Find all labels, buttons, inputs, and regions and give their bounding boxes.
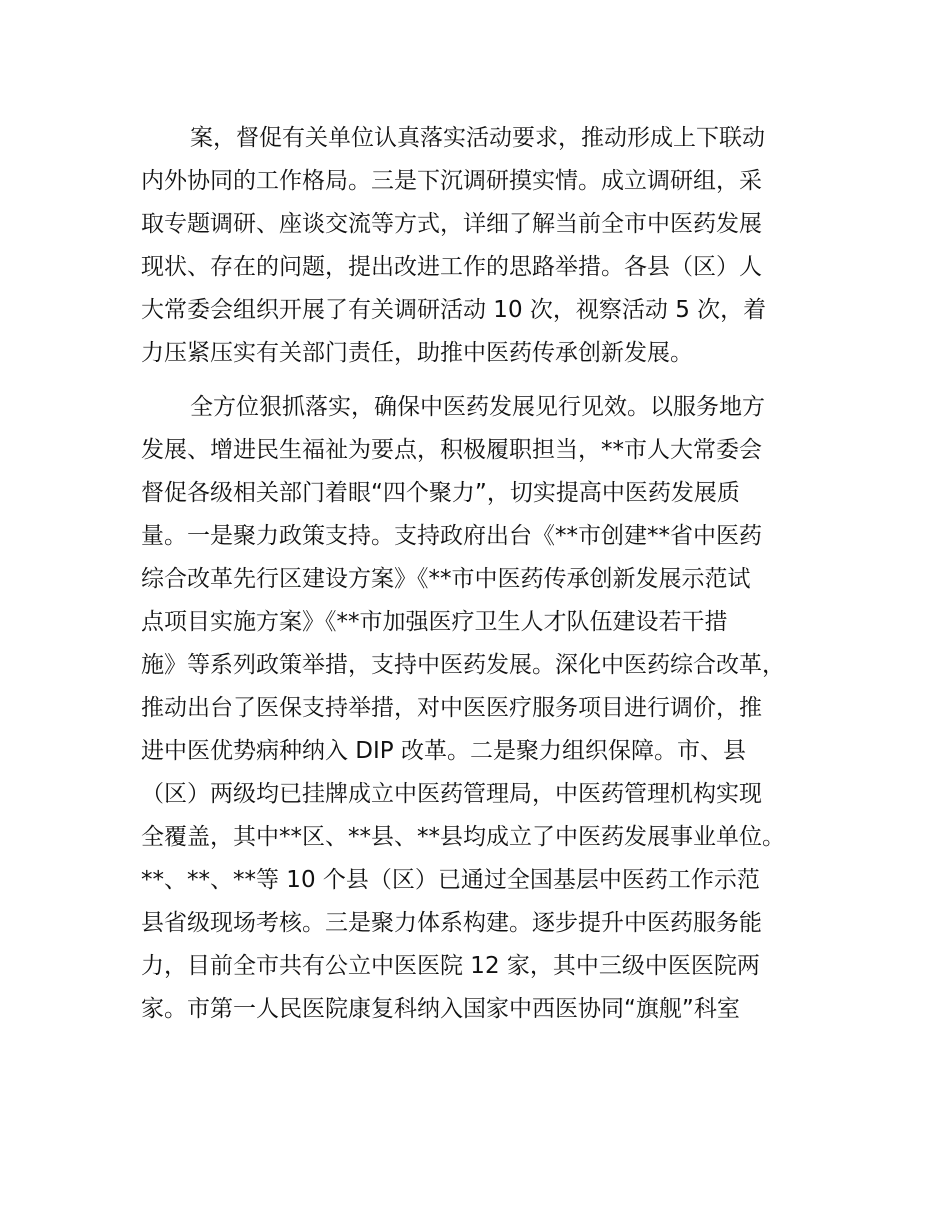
paragraph-2-line-13: 县省级现场考核。三是聚力体系构建。逐步提升中医药服务能 — [141, 910, 762, 936]
paragraph-2-line-14: 力，目前全市共有公立中医医院 12 家，其中三级中医医院两 — [141, 953, 760, 979]
paragraph-2-line-3: 督促各级相关部门着眼“四个聚力”，切实提高中医药发展质 — [141, 480, 740, 506]
paragraph-1-line-4: 现状、存在的问题，提出改进工作的思路举措。各县（区）人 — [141, 254, 762, 280]
paragraph-2-line-2: 发展、增进民生福祉为要点，积极履职担当，**市人大常委会 — [141, 437, 762, 463]
paragraph-2-line-1: 全方位狠抓落实，确保中医药发展见行见效。以服务地方 — [190, 394, 765, 420]
paragraph-2-line-4: 量。一是聚力政策支持。支持政府出台《**市创建**省中医药 — [141, 523, 762, 549]
paragraph-1-line-5: 大常委会组织开展了有关调研活动 10 次，视察活动 5 次，着 — [141, 297, 767, 323]
paragraph-2-line-7: 施》等系列政策举措，支持中医药发展。深化中医药综合改革， — [141, 652, 785, 678]
paragraph-2-line-11: 全覆盖，其中**区、**县、**县均成立了中医药发展事业单位。 — [141, 824, 785, 850]
paragraph-1-line-1: 案，督促有关单位认真落实活动要求，推动形成上下联动 — [190, 125, 765, 151]
paragraph-2-line-15: 家。市第一人民医院康复科纳入国家中西医协同“旗舰”科室 — [141, 996, 740, 1022]
paragraph-1-line-3: 取专题调研、座谈交流等方式，详细了解当前全市中医药发展 — [141, 211, 762, 237]
paragraph-2-line-8: 推动出台了医保支持举措，对中医医疗服务项目进行调价，推 — [141, 695, 762, 721]
paragraph-2-line-6: 点项目实施方案》《**市加强医疗卫生人才队伍建设若干措 — [141, 609, 728, 635]
paragraph-1-line-6: 力压紧压实有关部门责任，助推中医药传承创新发展。 — [141, 340, 693, 366]
paragraph-2-line-9: 进中医优势病种纳入 DIP 改革。二是聚力组织保障。市、县 — [141, 738, 746, 764]
paragraph-2-line-12: **、**、**等 10 个县（区）已通过全国基层中医药工作示范 — [141, 867, 760, 893]
paragraph-1-line-2: 内外协同的工作格局。三是下沉调研摸实情。成立调研组，采 — [141, 168, 762, 194]
paragraph-2-line-5: 综合改革先行区建设方案》《**市中医药传承创新发展示范试 — [141, 566, 751, 592]
paragraph-2-line-10: （区）两级均已挂牌成立中医药管理局，中医药管理机构实现 — [141, 781, 762, 807]
